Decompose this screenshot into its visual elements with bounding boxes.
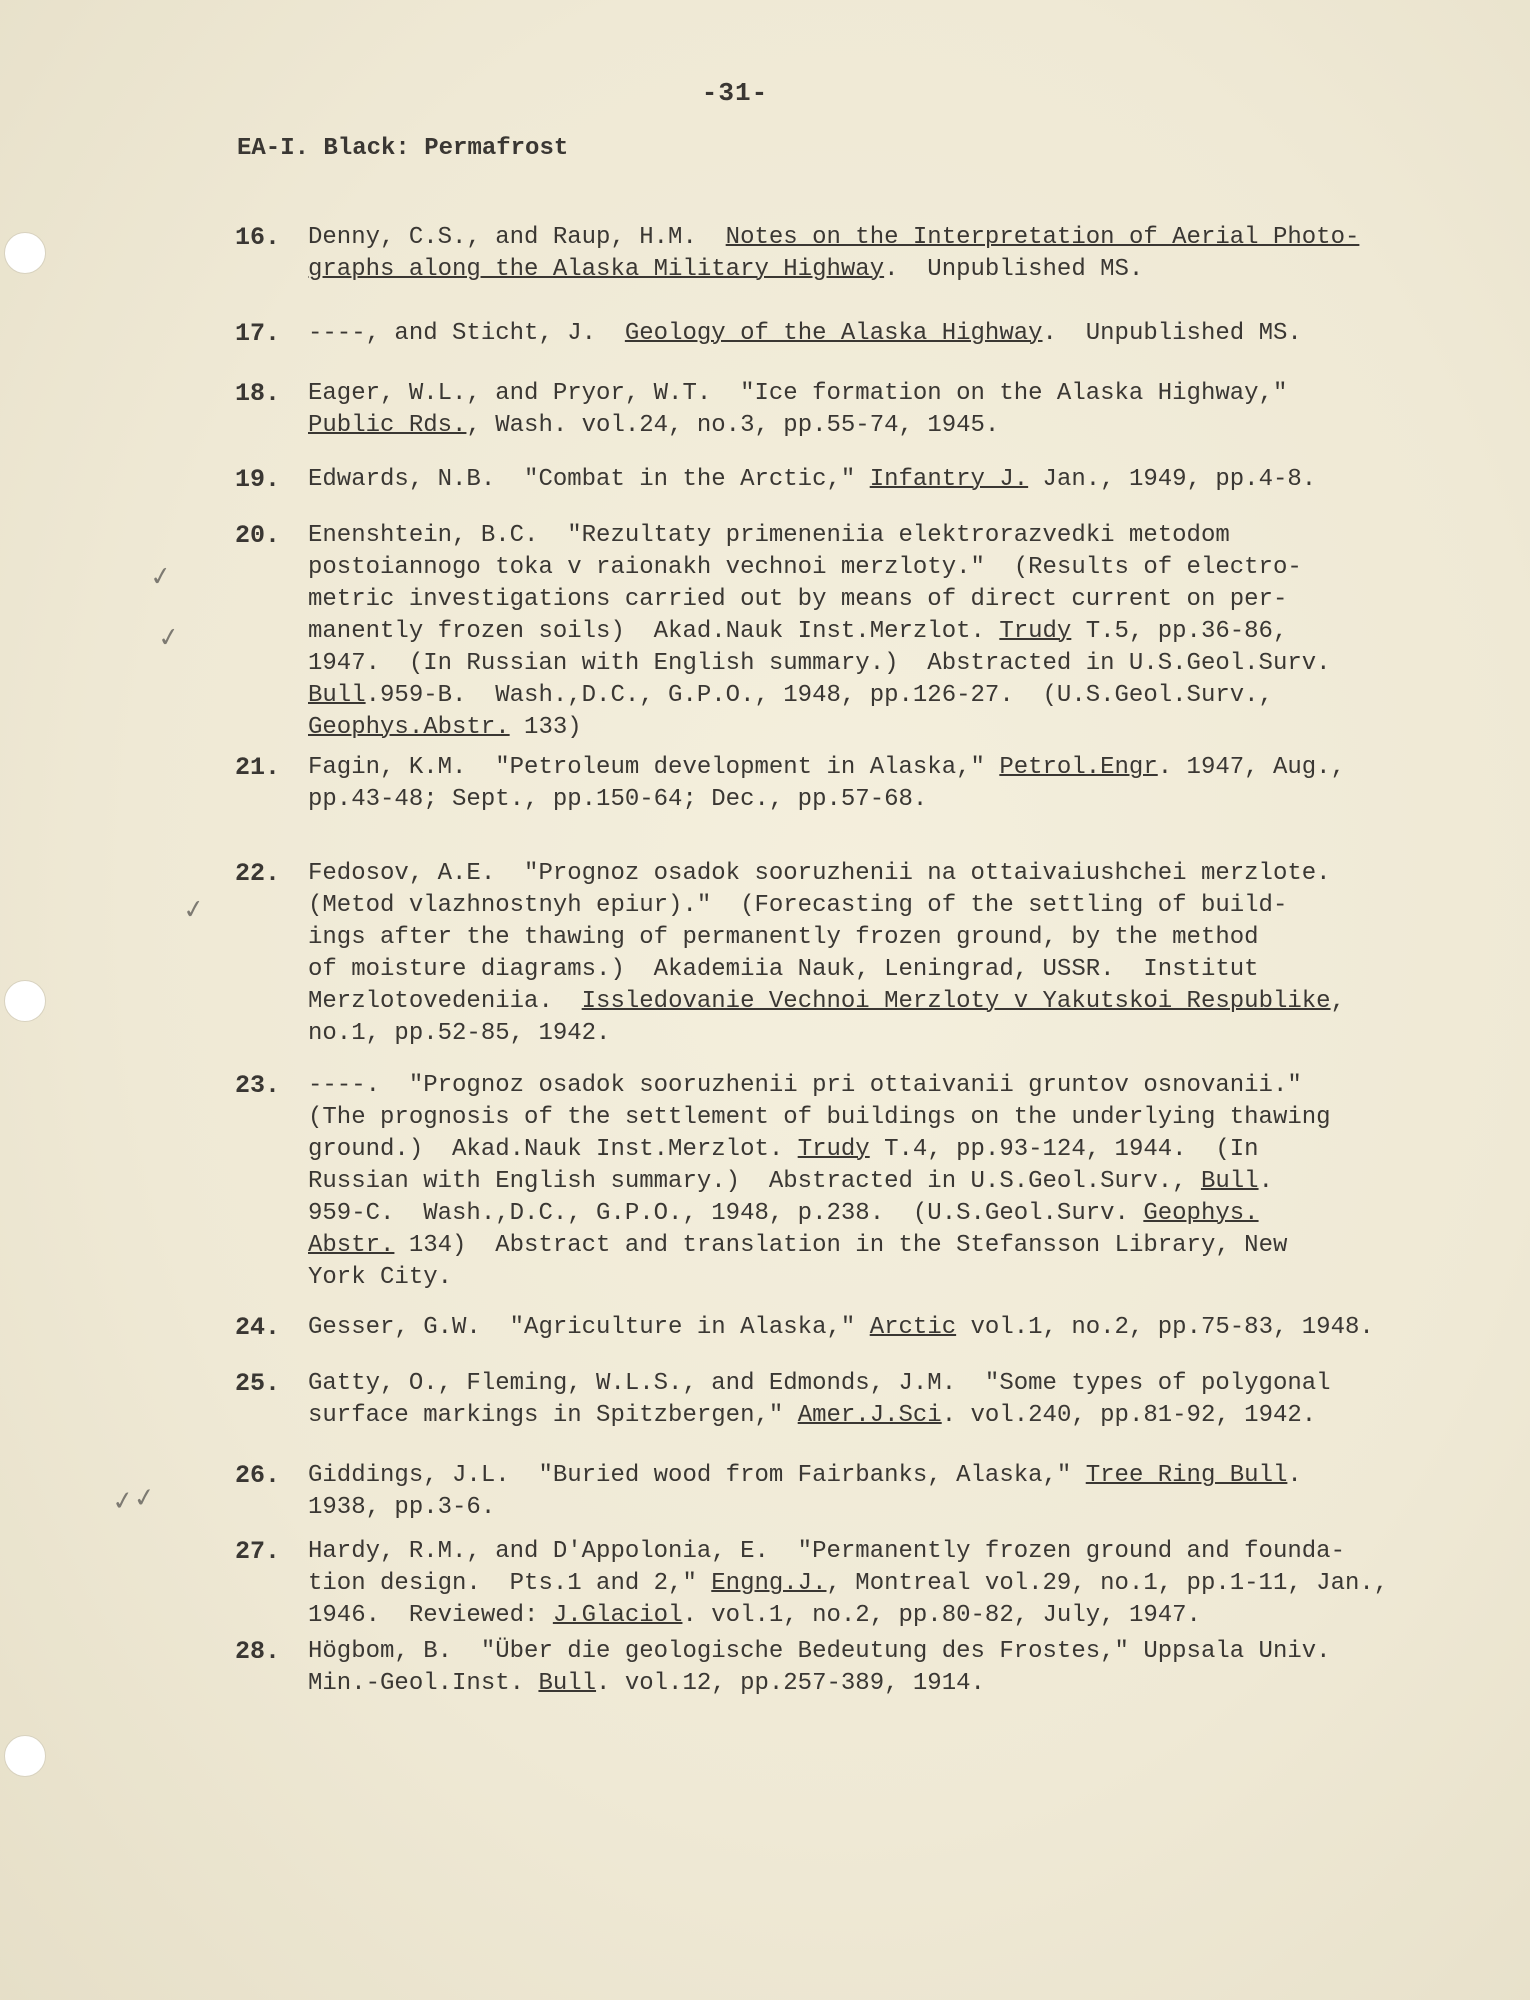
check-mark: ✓✓ [110,1482,158,1518]
check-mark: ✓ [148,560,174,594]
underlined-title: Issledovanie Vechnoi Merzloty v Yakutskoi Respublike [581,988,1331,1015]
entry-citation [308,520,1458,744]
entry-number: 21. [235,753,281,782]
bibliography-entry [0,1070,1458,1294]
entry-number: 16. [235,223,281,252]
citation-text: , Montreal vol.29, no.1, pp.1-11, Jan., 1946. Reviewed: [308,1570,1389,1629]
entry-citation [308,858,1458,1050]
citation-text: ----. "Prognoz osadok sooruzhenii pri ottaivanii gruntov osnovanii." (The prognosis of the settlement of buildings on the underlying thawing ground.) Akad.Nauk Inst.Merzlot. [308,1072,1331,1163]
citation-text: Högbom, B. "Über die geologische Bedeutung des Frostes," Uppsala Univ. Min.-Geol.Inst. [308,1638,1331,1697]
citation-text: Denny, C.S., and Raup, H.M. [308,224,726,251]
bibliography-entry [0,752,1458,816]
underlined-title: Public Rds. [308,412,467,439]
underlined-title: Geology of the Alaska Highway [624,320,1043,347]
entry-number: 24. [235,1313,281,1342]
entry-citation [308,1536,1458,1632]
citation-text: Fedosov, A.E. "Prognoz osadok sooruzhenii na ottaivaiushchei merzlote. (Metod vlazhnostnyh epiur)." (Forecasting of the settling of build- ings after the thawing of permanently frozen ground, by the method of moisture diagrams.) Akademiia Nauk, Leningrad, USSR. Institut Merzlotovedeniia. [308,860,1331,1015]
entry-citation [308,1070,1458,1294]
citation-text: . 1938, pp.3-6. [308,1462,1302,1521]
entry-citation [308,752,1458,816]
bibliography-entry [0,1368,1458,1432]
citation-text: , no.1, pp.52-85, 1942. [308,988,1345,1047]
underlined-title: Bull [538,1670,597,1697]
entry-number: 17. [235,319,281,348]
entry-number: 20. [235,521,281,550]
citation-text: Fagin, K.M. "Petroleum development in Alaska," [308,754,1000,781]
bibliography-entry [0,1460,1458,1524]
underlined-title: Engng.J. [711,1570,827,1597]
citation-text: ----, and Sticht, J. [308,320,625,347]
entry-number: 27. [235,1537,281,1566]
underlined-title: Trudy [999,618,1072,645]
citation-text: .959-B. Wash.,D.C., G.P.O., 1948, pp.126-27. (U.S.Geol.Surv., [365,682,1273,709]
underlined-title: Geophys.Abstr. [308,714,510,741]
bibliography-entry [0,1536,1458,1632]
citation-text: Enenshtein, B.C. "Rezultaty primeneniia elektrorazvedki metodom postoiannogo toka v raionakh vechnoi merzloty." (Results of electro- metric investigations carried out by means of direct current on per- manently frozen soils) Akad.Nauk Inst.Merzlot. [308,522,1302,645]
entry-number: 18. [235,379,281,408]
bibliography-entry [0,520,1458,744]
citation-text: vol.1, no.2, pp.75-83, 1948. [956,1314,1374,1341]
citation-text: Giddings, J.L. "Buried wood from Fairbanks, Alaska," [308,1462,1086,1489]
citation-text: Gatty, O., Fleming, W.L.S., and Edmonds, J.M. "Some types of polygonal surface markings in Spitzbergen," [308,1370,1331,1429]
underlined-title: Geophys. [1143,1200,1259,1227]
entry-citation [308,1636,1458,1700]
entry-citation [308,378,1458,442]
underlined-title: Tree Ring Bull [1085,1462,1288,1489]
citation-text: Jan., 1949, pp.4-8. [1028,466,1317,493]
underlined-title: Petrol.Engr [999,754,1158,781]
page-number: -31- [701,78,769,108]
check-mark: ✓ [156,621,182,655]
entry-citation [308,1368,1458,1432]
citation-text: Hardy, R.M., and D'Appolonia, E. "Permanently frozen ground and founda- tion design. Pts.1 and 2," [308,1538,1345,1597]
underlined-title: J.Glaciol [552,1602,683,1629]
citation-text: 133) [509,714,582,741]
bibliography-entry [0,858,1458,1050]
underlined-title: Bull [1200,1168,1259,1195]
underlined-title: Abstr. [308,1232,395,1259]
citation-text: . vol.1, no.2, pp.80-82, July, 1947. [682,1602,1201,1629]
running-header: EA-I. Black: Permafrost [237,135,569,162]
entry-number: 25. [235,1369,281,1398]
underlined-title: Trudy [797,1136,870,1163]
entry-citation [308,318,1458,350]
punch-hole [4,1735,46,1777]
bibliography-entry [0,318,1458,350]
bibliography-entry [0,222,1458,286]
entry-citation [308,1312,1458,1344]
bibliography-entry [0,464,1458,496]
underlined-title: Amer.J.Sci [797,1402,942,1429]
underlined-title: Arctic [869,1314,957,1341]
bibliography-entry [0,1312,1458,1344]
bibliography-entry [0,378,1458,442]
underlined-title: Bull [308,682,366,709]
bibliography-entry [0,1636,1458,1700]
entry-citation [308,464,1458,496]
underlined-title: Infantry J. [869,466,1029,493]
citation-text: . vol.12, pp.257-389, 1914. [596,1670,985,1697]
citation-text: . vol.240, pp.81-92, 1942. [941,1402,1317,1429]
citation-text: . Unpublished MS. [1042,320,1302,347]
citation-text: T.5, pp.36-86, 1947. (In Russian with English summary.) Abstracted in U.S.Geol.Surv. [308,618,1331,677]
underlined-title: Notes on the Interpretation of Aerial Photo- graphs along the Alaska Military Highway [308,224,1360,283]
citation-text: T.4, pp.93-124, 1944. (In Russian with English summary.) Abstracted in U.S.Geol.Surv., [308,1136,1259,1195]
entry-number: 28. [235,1637,281,1666]
entry-number: 19. [235,465,281,494]
citation-text: 134) Abstract and translation in the Stefansson Library, New York City. [308,1232,1288,1291]
entry-number: 23. [235,1071,281,1100]
entry-citation [308,222,1458,286]
citation-text: Edwards, N.B. "Combat in the Arctic," [308,466,870,493]
citation-text: , Wash. vol.24, no.3, pp.55-74, 1945. [466,412,1000,439]
citation-text: Eager, W.L., and Pryor, W.T. "Ice formation on the Alaska Highway," [308,380,1288,407]
entry-number: 22. [235,859,281,888]
citation-text: . 1947, Aug., pp.43-48; Sept., pp.150-64; Dec., pp.57-68. [308,754,1345,813]
citation-text: Gesser, G.W. "Agriculture in Alaska," [308,1314,870,1341]
check-mark: ✓ [181,893,207,927]
entry-citation [308,1460,1458,1524]
citation-text: . Unpublished MS. [884,256,1144,283]
citation-text: . 959-C. Wash.,D.C., G.P.O., 1948, p.238. (U.S.Geol.Surv. [308,1168,1273,1227]
entry-number: 26. [235,1461,281,1490]
